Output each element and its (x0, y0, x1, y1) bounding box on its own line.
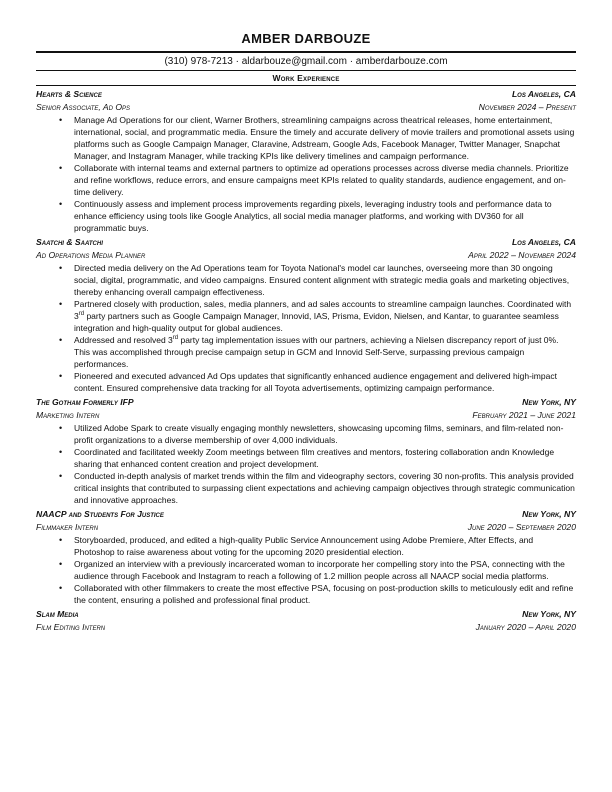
resume-page (36, 24, 576, 634)
job-location: New York, NY (522, 397, 576, 407)
employer-name: NAACP and Students For Justice (36, 509, 164, 519)
job-location: Los Angeles, CA (511, 237, 576, 247)
job-bullets (36, 114, 576, 234)
bullet-item: • Coordinated and facilitated weekly Zoom meetings between film creatives and mentors, fostering collaboration andn Knowledge sharing that enhanced content creation and project development. (74, 446, 576, 470)
employer-name: Saatchi & Saatchi (36, 237, 103, 247)
job-title: Ad Operations Media Planner (36, 250, 146, 260)
job-dates: June 2020 – September 2020 (467, 522, 576, 532)
bullet-item: • Collaborate with internal teams and external partners to optimize ad operations processes across diverse media channels. Prioritize and refine workflows, reduce errors, and ensure campaigns meet KPIs related to quality standards, audience engagement, and on-time delivery. (74, 162, 576, 198)
job-entry (36, 88, 576, 234)
job-title: Filmmaker Intern (36, 522, 99, 532)
job-location: New York, NY (522, 509, 576, 519)
employer-name: Hearts & Science (36, 89, 102, 99)
job-location: New York, NY (522, 609, 576, 619)
bullet-item: • Conducted in-depth analysis of market trends within the film and videography sectors, covering 30 non-profits. This analysis provided critical insights that contributed to surpassing client expectations and achieving campaign objectives through strategic communication and innovative approaches. (74, 470, 576, 506)
job-dates: January 2020 – April 2020 (475, 622, 576, 632)
bullet-item (74, 334, 576, 370)
job-dates: April 2022 – November 2024 (468, 250, 576, 260)
job-entry (36, 396, 576, 506)
job-title: Senior Associate, Ad Ops (36, 102, 131, 112)
job-location: Los Angeles, CA (511, 89, 576, 99)
contact-line: (310) 978-7213 · aldarbouze@gmail.com · amberdarbouze.com (164, 56, 448, 67)
contact-divider (36, 70, 576, 71)
bullet-item (74, 298, 576, 334)
section-divider (36, 85, 576, 86)
employer-name: The Gotham Formerly IFP (36, 397, 134, 407)
bullet-text: party tag implementation issues with our partners, achieving a Nielsen discrepancy report of just 0%. This was accomplished through precise campaign setup in GCM and Innovid Self-Serve, surpassing previous campaign performances. (74, 335, 559, 369)
bullet-item: • Storyboarded, produced, and edited a high-quality Public Service Announcement using Adobe Premiere, After Effects, and Photoshop to raise awareness about voting for the upcoming 2020 presidential election. (74, 534, 576, 558)
job-entry (36, 508, 576, 606)
ordinal-suffix: rd (78, 311, 85, 318)
job-bullets (36, 534, 576, 606)
bullet-item: • Pioneered and executed advanced Ad Ops updates that significantly enhanced audience engagement and delivered high-impact content. Ensured comprehensive data tracking for all Toyota advertisements, optimizing campaign performance. (74, 370, 576, 394)
job-entry (36, 236, 576, 394)
bullet-item: • Organized an interview with a previously incarcerated woman to incorporate her compelling story into the PSA, connecting with the audience through Facebook and Instagram to reach a following of 1.2 million people across all NAACP social media platforms. (74, 558, 576, 582)
job-bullets (36, 262, 576, 394)
candidate-name: AMBER DARBOUZE (241, 31, 371, 46)
bullet-item: • Manage Ad Operations for our client, Warner Brothers, streamlining campaigns across theatrical releases, home entertainment, international, social, and programmatic media. Ensure the timely and accurate delivery of movie trailers and promotional assets using platforms such as Google Campaign Manager, Claravine, Adstream, Google Ads, Facebook Manager, Twitter Manager, Snapchat Manager, and Instagram Manager, while tracking KPIs like delivery timelines and campaign performance. (74, 114, 576, 162)
bullet-item: • Collaborated with other filmmakers to create the most effective PSA, focusing on post-production skills to meticulously edit and refine the content, ensuring a polished and professional final product. (74, 582, 576, 606)
bullet-item: • Continuously assess and implement process improvements regarding pixels, leveraging industry tools and performance data to enhance efficiency using tools like Google Analytics, all social media manager platforms, and working with DV360 for all programmatic buys. (74, 198, 576, 234)
header-divider (36, 51, 576, 53)
job-title: Film Editing Intern (36, 622, 106, 632)
job-dates: November 2024 – Present (478, 102, 576, 112)
bullet-text: party partners such as Google Campaign Manager, Innovid, IAS, Prisma, Evidon, Nielsen, and Kantar, to guarantee seamless integration and high-quality output for global audiences. (74, 311, 559, 333)
ordinal-suffix: rd (172, 335, 179, 342)
job-dates: February 2021 – June 2021 (472, 410, 576, 420)
job-bullets (36, 422, 576, 506)
job-entry (36, 608, 576, 634)
bullet-text: Addressed and resolved 3 (74, 335, 173, 345)
employer-name: Slam Media (36, 609, 79, 619)
bullet-item: • Directed media delivery on the Ad Operations team for Toyota National's model car launches, overseeing more than 30 ongoing social, digital, programmatic, and video campaigns. Ensured content alignment with strategic media goals and marketing objectives, thereby enhancing overall campaign effectiveness. (74, 262, 576, 298)
job-title: Marketing Intern (36, 410, 100, 420)
section-title-work-experience: Work Experience (272, 73, 340, 83)
bullet-text: Partnered closely with production, sales, media planners, and ad sales accounts to streamline campaign launches. Coordinated with 3 (74, 299, 572, 321)
bullet-item: • Utilized Adobe Spark to create visually engaging monthly newsletters, showcasing upcoming films, seminars, and film-related non-profit organizations to a diverse membership of over 4,000 individuals. (74, 422, 576, 446)
